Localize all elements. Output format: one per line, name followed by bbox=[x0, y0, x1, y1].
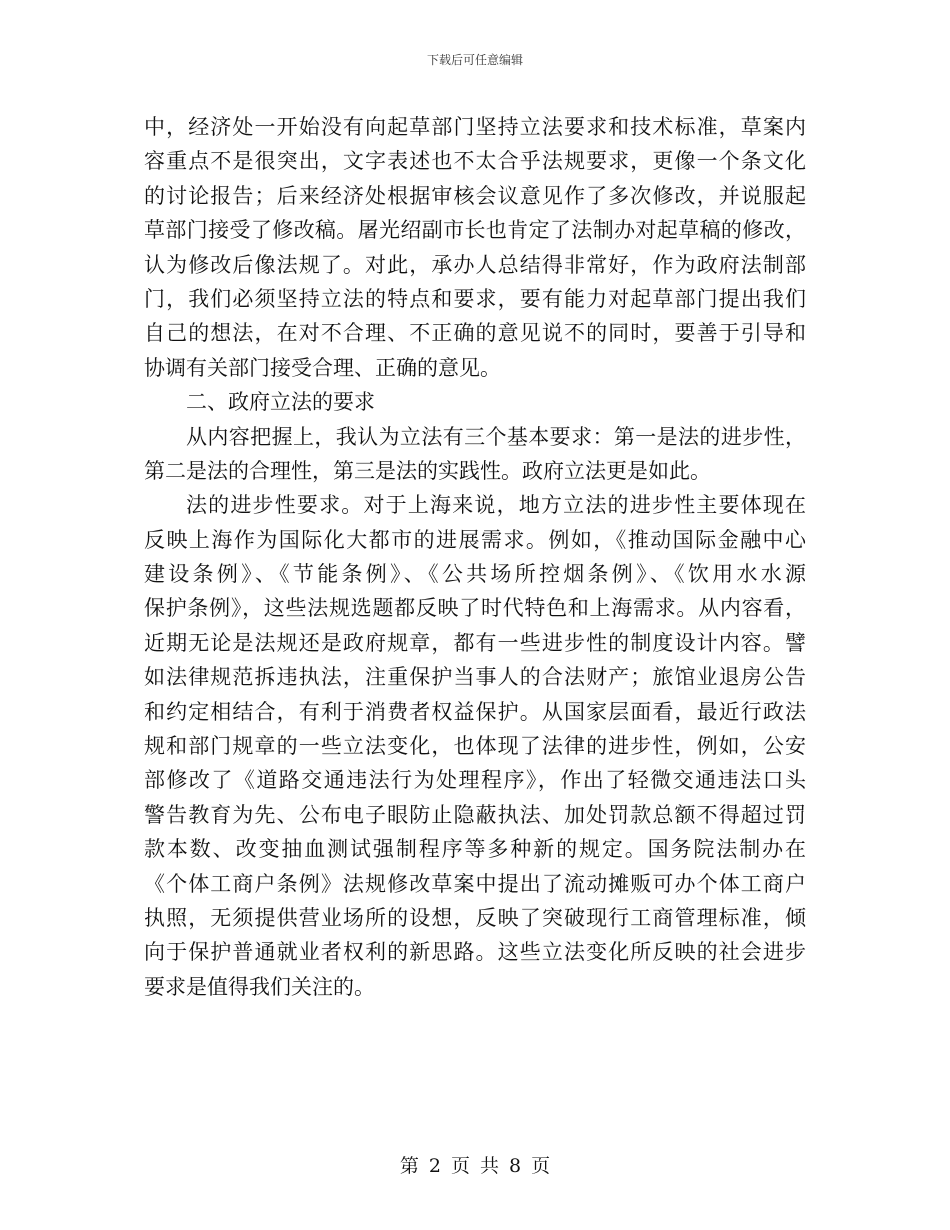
text-line: 的讨论报告；后来经济处根据审核会议意见作了多次修改，并说服起 bbox=[144, 183, 806, 208]
text-line: 款本数、改变抽血测试强制程序等多种新的规定。国务院法制办在 bbox=[144, 837, 806, 862]
text-line: 向于保护普通就业者权利的新思路。这些立法变化所反映的社会进步 bbox=[144, 940, 806, 965]
text-line: 法的进步性要求。对于上海来说，地方立法的进步性主要体现在 bbox=[186, 493, 806, 518]
text-line: 草部门接受了修改稿。屠光绍副市长也肯定了法制办对起草稿的修改， bbox=[144, 218, 806, 243]
text-line: 《个体工商户条例》法规修改草案中提出了流动摊贩可办个体工商户 bbox=[144, 871, 806, 896]
page-number: 第 2 页 共 8 页 bbox=[399, 1155, 551, 1177]
text-line: 保护条例》，这些法规选题都反映了时代特色和上海需求。从内容看， bbox=[144, 596, 806, 621]
text-line: 第二是法的合理性，第三是法的实践性。政府立法更是如此。 bbox=[144, 458, 711, 483]
text-line: 如法律规范拆违执法，注重保护当事人的合法财产；旅馆业退房公告 bbox=[144, 665, 806, 690]
text-line: 从内容把握上，我认为立法有三个基本要求：第一是法的进步性， bbox=[186, 424, 806, 449]
text-line: 协调有关部门接受合理、正确的意见。 bbox=[144, 355, 501, 380]
text-line: 要求是值得我们关注的。 bbox=[144, 974, 375, 999]
section-heading: 二、政府立法的要求 bbox=[186, 390, 375, 415]
text-line: 中，经济处一开始没有向起草部门坚持立法要求和技术标准，草案内 bbox=[144, 115, 806, 139]
text-line: 门，我们必须坚持立法的特点和要求，要有能力对起草部门提出我们 bbox=[144, 286, 806, 311]
page-header: 下载后可任意编辑 bbox=[426, 53, 523, 67]
text-line: 容重点不是很突出，文字表述也不太合乎法规要求，更像一个条文化 bbox=[144, 149, 806, 174]
text-line: 警告教育为先、公布电子眼防止隐蔽执法、加处罚款总额不得超过罚 bbox=[144, 802, 806, 827]
text-line: 认为修改后像法规了。对此，承办人总结得非常好，作为政府法制部 bbox=[144, 252, 806, 277]
text-line: 规和部门规章的一些立法变化，也体现了法律的进步性，例如，公安 bbox=[144, 734, 806, 759]
text-line: 近期无论是法规还是政府规章，都有一些进步性的制度设计内容。譬 bbox=[144, 630, 806, 655]
text-line: 建设条例》、《节能条例》、《公共场所控烟条例》、《饮用水水源 bbox=[144, 562, 806, 587]
text-line: 反映上海作为国际化大都市的进展需求。例如，《推动国际金融中心 bbox=[144, 527, 806, 552]
text-line: 自己的想法，在对不合理、不正确的意见说不的同时，要善于引导和 bbox=[144, 321, 806, 346]
document-body bbox=[144, 110, 806, 1004]
text-line: 和约定相结合，有利于消费者权益保护。从国家层面看，最近行政法 bbox=[144, 699, 806, 724]
text-line: 执照，无须提供营业场所的设想，反映了突破现行工商管理标准，倾 bbox=[144, 905, 806, 930]
text-line: 部修改了《道路交通违法行为处理程序》，作出了轻微交通违法口头 bbox=[144, 768, 806, 793]
